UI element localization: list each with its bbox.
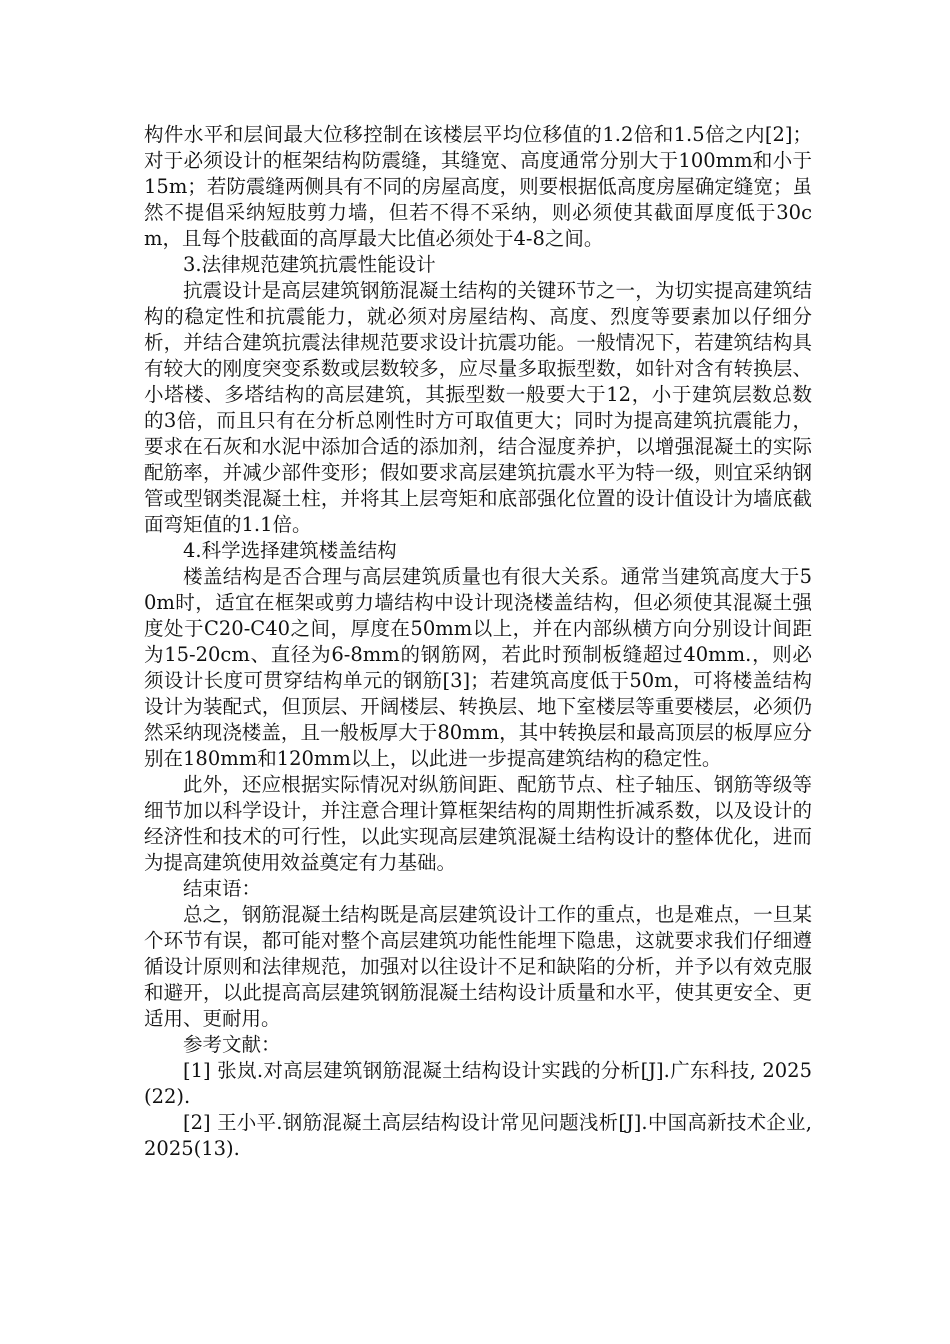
conclusion-heading: 结束语： [183,877,262,900]
continuation-paragraph: 构件水平和层间最大位移控制在该楼层平均位移值的1.2倍和1.5倍之内[2]；对于必须设计的框架结构防震缝，其缝宽、高度通常分别大于100mm和小于15m；若防震缝两侧具有不同的房屋高度，则要根据低高度房屋确定缝宽；虽然不提倡采纳短肢剪力墙，但若不得不采纳，则必须使其截面厚度低于30cm，且每个肢截面的高厚最大比值必须处于4-8之间。 [144,123,812,250]
section-3-heading: 3.法律规范建筑抗震性能设计 [183,253,436,276]
document-page [144,122,812,1162]
section-4-heading: 4.科学选择建筑楼盖结构 [183,539,397,562]
reference-item: [2] 王小平.钢筋混凝土高层结构设计常见问题浅析[J].中国高新技术企业, 2025(13). [144,1111,812,1160]
reference-item: [1] 张岚.对高层建筑钢筋混凝土结构设计实践的分析[J].广东科技, 2025(22). [144,1059,812,1108]
additional-paragraph: 此外，还应根据实际情况对纵筋间距、配筋节点、柱子轴压、钢筋等级等细节加以科学设计，并注意合理计算框架结构的周期性折减系数，以及设计的经济性和技术的可行性，以此实现高层建筑混凝土结构设计的整体优化，进而为提高建筑使用效益奠定有力基础。 [144,773,812,874]
section-4-paragraph: 楼盖结构是否合理与高层建筑质量也有很大关系。通常当建筑高度大于50m时，适宜在框架或剪力墙结构中设计现浇楼盖结构，但必须使其混凝土强度处于C20-C40之间，厚度在50mm以上，并在内部纵横方向分别设计间距为15-20cm、直径为6-8mm的钢筋网，若此时预制板缝超过40mm.，则必须设计长度可贯穿结构单元的钢筋[3]；若建筑高度低于50m，可将楼盖结构设计为装配式，但顶层、开阔楼层、转换层、地下室楼层等重要楼层，必须仍然采纳现浇楼盖，且一般板厚大于80mm，其中转换层和最高顶层的板厚应分别在180mm和120mm以上，以此进一步提高建筑结构的稳定性。 [144,565,812,770]
section-3-paragraph: 抗震设计是高层建筑钢筋混凝土结构的关键环节之一，为切实提高建筑结构的稳定性和抗震能力，就必须对房屋结构、高度、烈度等要素加以仔细分析，并结合建筑抗震法律规范要求设计抗震功能。一般情况下，若建筑结构具有较大的刚度突变系数或层数较多，应尽量多取振型数，如针对含有转换层、小塔楼、多塔结构的高层建筑，其振型数一般要大于12，小于建筑层数总数的3倍，而且只有在分析总刚性时方可取值更大；同时为提高建筑抗震能力，要求在石灰和水泥中添加合适的添加剂，结合湿度养护，以增强混凝土的实际配筋率，并减少部件变形；假如要求高层建筑抗震水平为特一级，则宜采纳钢管或型钢类混凝土柱，并将其上层弯矩和底部强化位置的设计值设计为墙底截面弯矩值的1.1倍。 [144,279,812,536]
conclusion-paragraph: 总之，钢筋混凝土结构既是高层建筑设计工作的重点，也是难点，一旦某个环节有误，都可能对整个高层建筑功能性能埋下隐患，这就要求我们仔细遵循设计原则和法律规范，加强对以往设计不足和缺陷的分析，并予以有效克服和避开，以此提高高层建筑钢筋混凝土结构设计质量和水平，使其更安全、更适用、更耐用。 [144,903,812,1030]
references-heading: 参考文献： [183,1033,281,1056]
